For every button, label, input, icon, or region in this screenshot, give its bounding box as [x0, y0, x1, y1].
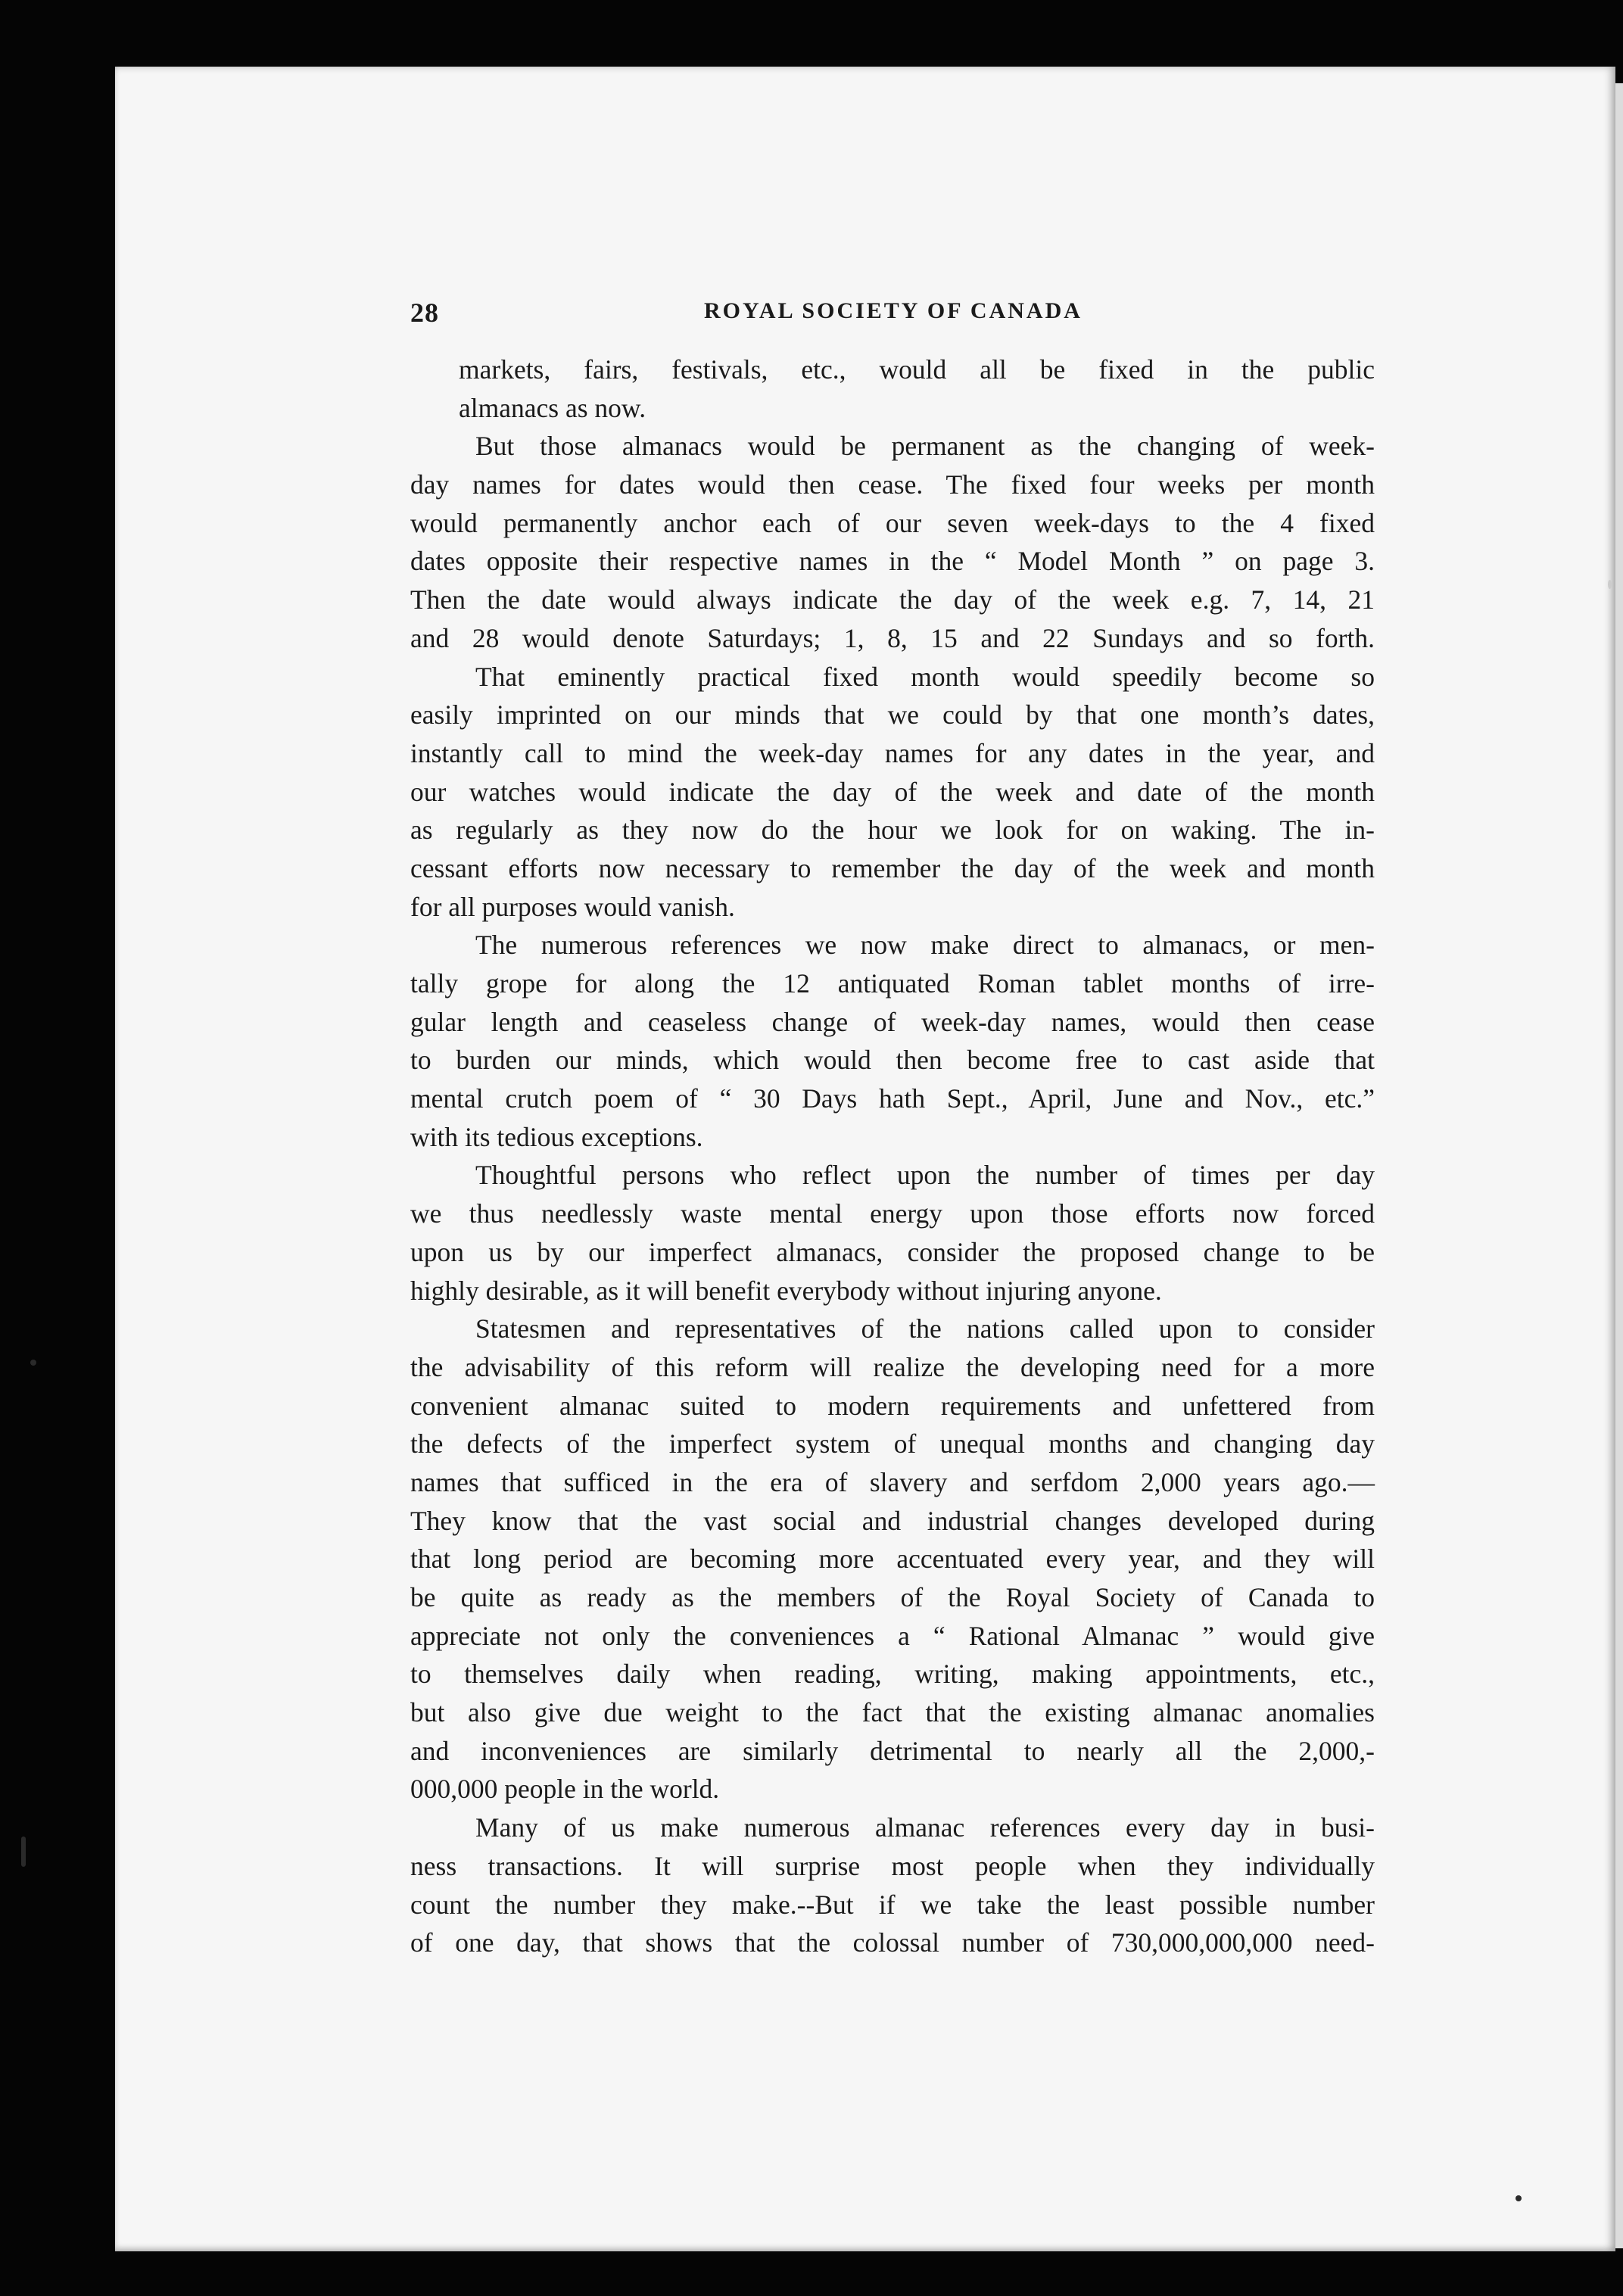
text-line: we thus needlessly waste mental energy upon those efforts now forced [410, 1198, 1375, 1229]
text-line: count the number they make.--But if we take the least possible number [410, 1889, 1375, 1920]
text-line: Statesmen and representatives of the nations called upon to consider [475, 1313, 1375, 1344]
scan-speck [30, 1360, 36, 1366]
text-line: highly desirable, as it will benefit everybody without injuring anyone. [410, 1275, 1162, 1306]
text-line: be quite as ready as the members of the Royal Society of Canada to [410, 1582, 1375, 1612]
text-line: our watches would indicate the day of the week and date of the month [410, 776, 1375, 807]
text-line: that long period are becoming more accentuated every year, and they will [410, 1544, 1375, 1575]
text-line: That eminently practical fixed month would speedily become so [475, 661, 1375, 692]
page-header [410, 297, 1410, 335]
text-line: almanacs as now. [459, 392, 646, 423]
text-line: mental crutch poem of “ 30 Days hath Sept., April, June and Nov., etc.” [410, 1083, 1375, 1114]
text-line: But those almanacs would be permanent as the changing of week- [475, 431, 1375, 462]
text-line: markets, fairs, festivals, etc., would all be fixed in the public [459, 354, 1375, 385]
text-line: of one day, that shows that the colossal number of 730,000,000,000 need- [410, 1927, 1375, 1958]
text-line: for all purposes would vanish. [410, 891, 735, 922]
running-head: ROYAL SOCIETY OF CANADA [704, 298, 1083, 323]
text-line: with its tedious exceptions. [410, 1121, 703, 1152]
scan-speck [21, 1836, 26, 1867]
text-line: ness transactions. It will surprise most people when they individually [410, 1850, 1375, 1881]
text-line: 000,000 people in the world. [410, 1774, 720, 1805]
text-line: and 28 would denote Saturdays; 1, 8, 15 and 22 Sundays and so forth. [410, 622, 1375, 653]
text-line: the defects of the imperfect system of unequal months and changing day [410, 1428, 1375, 1460]
text-line: easily imprinted on our minds that we could by that one month’s dates, [410, 699, 1375, 731]
text-line: day names for dates would then cease. The fixed four weeks per month [410, 469, 1375, 500]
text-line: dates opposite their respective names in the “ Model Month ” on page 3. [410, 546, 1375, 577]
text-line: They know that the vast social and industrial changes developed during [410, 1505, 1375, 1536]
text-line: Many of us make numerous almanac references every day in busi- [475, 1812, 1375, 1843]
text-line: to burden our minds, which would then become free to cast aside that [410, 1045, 1375, 1076]
text-line: Thoughtful persons who reflect upon the number of times per day [475, 1160, 1375, 1191]
body-text [410, 350, 1375, 1962]
text-line: the advisability of this reform will realize the developing need for a more [410, 1351, 1375, 1382]
text-line: to themselves daily when reading, writing, making appointments, etc., [410, 1659, 1375, 1690]
text-line: and inconveniences are similarly detrimental to nearly all the 2,000,- [410, 1735, 1375, 1766]
scan-speck [1516, 2195, 1522, 2201]
text-line: cessant efforts now necessary to remember the day of the week and month [410, 852, 1375, 883]
text-line: would permanently anchor each of our seven week-days to the 4 fixed [410, 507, 1375, 538]
text-line: tally grope for along the 12 antiquated Roman tablet months of irre- [410, 968, 1375, 998]
text-line: gular length and ceaseless change of week-day names, would then cease [410, 1006, 1375, 1037]
text-line: names that sufficed in the era of slavery and serfdom 2,000 years ago.— [410, 1466, 1375, 1497]
text-line: instantly call to mind the week-day names for any dates in the year, and [410, 737, 1375, 768]
text-line: The numerous references we now make direct to almanacs, or men- [475, 930, 1375, 961]
scan-speck [1608, 580, 1612, 589]
text-line: but also give due weight to the fact that the existing almanac anomalies [410, 1697, 1375, 1728]
text-line: appreciate not only the conveniences a “ Rational Almanac ” would give [410, 1620, 1375, 1651]
text-line: Then the date would always indicate the day of the week e.g. 7, 14, 21 [410, 584, 1375, 615]
text-line: upon us by our imperfect almanacs, consider the proposed change to be [410, 1236, 1375, 1267]
page-number: 28 [410, 298, 439, 328]
text-line: convenient almanac suited to modern requirements and unfettered from [410, 1390, 1375, 1421]
text-line: as regularly as they now do the hour we look for on waking. The in- [410, 815, 1375, 846]
